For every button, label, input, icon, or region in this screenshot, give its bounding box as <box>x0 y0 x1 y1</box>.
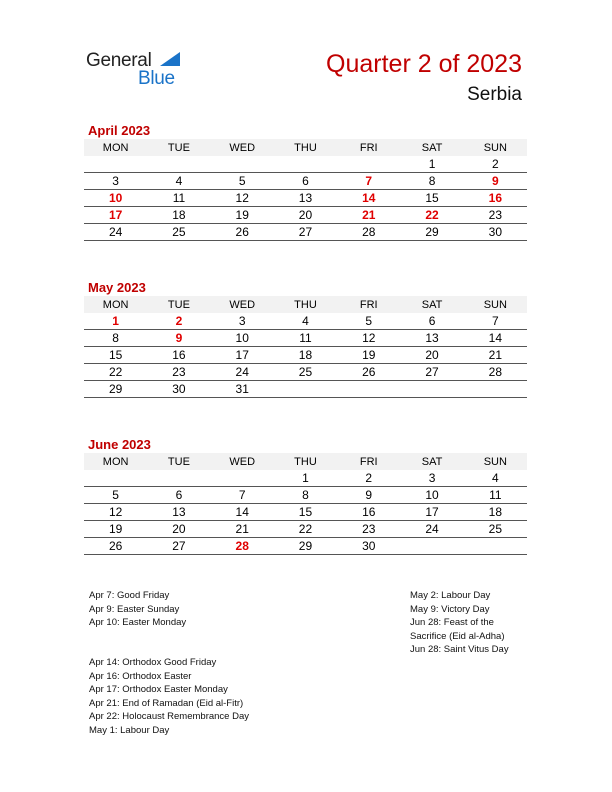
week-row <box>84 381 527 398</box>
day-cell: 15 <box>274 504 337 521</box>
weekday-header: THU <box>274 453 337 470</box>
day-cell: 18 <box>464 504 527 521</box>
month-may <box>84 279 527 398</box>
day-cell: 27 <box>400 364 463 381</box>
logo-general-text: General <box>86 50 152 71</box>
day-cell <box>274 156 337 173</box>
week-row <box>84 504 527 521</box>
day-cell: 18 <box>274 347 337 364</box>
holiday-entry: Apr 9: Easter Sunday <box>89 603 180 615</box>
day-cell: 1 <box>274 470 337 487</box>
week-row <box>84 224 527 241</box>
day-cell: 21 <box>211 521 274 538</box>
day-cell: 29 <box>274 538 337 555</box>
day-cell: 21 <box>464 347 527 364</box>
day-cell: 4 <box>464 470 527 487</box>
day-cell <box>274 381 337 398</box>
weekday-header: WED <box>211 296 274 313</box>
month-title: April 2023 <box>88 123 151 138</box>
day-cell: 9 <box>337 487 400 504</box>
day-cell: 10 <box>400 487 463 504</box>
day-cell: 13 <box>147 504 210 521</box>
day-cell: 3 <box>84 173 147 190</box>
week-row <box>84 538 527 555</box>
day-cell: 13 <box>274 190 337 207</box>
day-cell: 20 <box>147 521 210 538</box>
week-row <box>84 207 527 224</box>
week-row <box>84 364 527 381</box>
week-row <box>84 173 527 190</box>
holiday-day-cell: 22 <box>400 207 463 224</box>
day-cell: 23 <box>464 207 527 224</box>
weekday-header: WED <box>211 453 274 470</box>
holiday-day-cell: 17 <box>84 207 147 224</box>
day-cell <box>337 381 400 398</box>
holiday-entry: Apr 7: Good Friday <box>89 590 170 601</box>
day-cell: 19 <box>84 521 147 538</box>
day-cell: 25 <box>147 224 210 241</box>
month-april <box>84 122 527 241</box>
weekday-header: SAT <box>400 139 463 156</box>
weekday-header: WED <box>211 139 274 156</box>
weekday-header: FRI <box>337 139 400 156</box>
day-cell: 18 <box>147 207 210 224</box>
day-cell <box>337 156 400 173</box>
day-cell: 13 <box>400 330 463 347</box>
holiday-day-cell: 9 <box>464 173 527 190</box>
day-cell: 23 <box>147 364 210 381</box>
calendar-table <box>84 296 527 398</box>
day-cell: 17 <box>400 504 463 521</box>
holiday-list-left-1 <box>89 589 186 630</box>
week-row <box>84 487 527 504</box>
day-cell: 24 <box>211 364 274 381</box>
weekday-header: MON <box>84 453 147 470</box>
weekday-header: MON <box>84 139 147 156</box>
day-cell <box>464 381 527 398</box>
holiday-entry: May 2: Labour Day <box>410 590 491 601</box>
logo-triangle-icon <box>160 52 180 66</box>
day-cell: 28 <box>464 364 527 381</box>
day-cell: 19 <box>211 207 274 224</box>
day-cell: 5 <box>84 487 147 504</box>
holiday-day-cell: 28 <box>211 538 274 555</box>
day-cell: 15 <box>400 190 463 207</box>
day-cell: 6 <box>274 173 337 190</box>
day-cell: 6 <box>147 487 210 504</box>
weekday-header: SUN <box>464 453 527 470</box>
day-cell: 14 <box>211 504 274 521</box>
holiday-day-cell: 2 <box>147 313 210 330</box>
day-cell: 27 <box>147 538 210 555</box>
day-cell: 22 <box>274 521 337 538</box>
day-cell: 6 <box>400 313 463 330</box>
day-cell: 4 <box>147 173 210 190</box>
week-row <box>84 190 527 207</box>
holiday-entry: Apr 10: Easter Monday <box>89 617 187 628</box>
day-cell: 19 <box>337 347 400 364</box>
holiday-day-cell: 21 <box>337 207 400 224</box>
day-cell: 12 <box>337 330 400 347</box>
week-row <box>84 470 527 487</box>
day-cell: 29 <box>400 224 463 241</box>
holiday-day-cell: 10 <box>84 190 147 207</box>
weekday-header-row <box>84 453 527 470</box>
holiday-entry: Apr 22: Holocaust Remembrance Day <box>89 711 249 722</box>
weekday-header-row <box>84 296 527 313</box>
day-cell <box>211 156 274 173</box>
day-cell: 12 <box>84 504 147 521</box>
day-cell: 20 <box>274 207 337 224</box>
holiday-list-right <box>410 589 509 657</box>
day-cell: 26 <box>84 538 147 555</box>
day-cell: 8 <box>274 487 337 504</box>
day-cell: 31 <box>211 381 274 398</box>
day-cell: 22 <box>84 364 147 381</box>
day-cell: 3 <box>400 470 463 487</box>
logo-blue-text: Blue <box>138 68 175 89</box>
day-cell <box>84 470 147 487</box>
day-cell: 29 <box>84 381 147 398</box>
weekday-header: THU <box>274 139 337 156</box>
month-title: June 2023 <box>88 437 151 452</box>
weekday-header: TUE <box>147 453 210 470</box>
holiday-entry: May 1: Labour Day <box>89 724 170 736</box>
weekday-header: THU <box>274 296 337 313</box>
holiday-entry: Jun 28: Saint Vitus Day <box>410 644 509 655</box>
day-cell: 4 <box>274 313 337 330</box>
weekday-header: MON <box>84 296 147 313</box>
weekday-header: FRI <box>337 453 400 470</box>
weekday-header: FRI <box>337 296 400 313</box>
holiday-day-cell: 9 <box>147 330 210 347</box>
day-cell: 8 <box>84 330 147 347</box>
holiday-day-cell: 16 <box>464 190 527 207</box>
day-cell: 30 <box>337 538 400 555</box>
weekday-header: SUN <box>464 139 527 156</box>
holiday-day-cell: 1 <box>84 313 147 330</box>
day-cell <box>147 156 210 173</box>
day-cell: 24 <box>400 521 463 538</box>
day-cell: 27 <box>274 224 337 241</box>
day-cell: 26 <box>337 364 400 381</box>
day-cell <box>211 470 274 487</box>
month-title: May 2023 <box>88 280 146 295</box>
day-cell: 11 <box>274 330 337 347</box>
weekday-header: SAT <box>400 296 463 313</box>
day-cell: 1 <box>400 156 463 173</box>
month-june <box>84 436 527 555</box>
day-cell: 30 <box>464 224 527 241</box>
day-cell <box>464 538 527 555</box>
holiday-entry: Apr 16: Orthodox Easter <box>89 670 192 682</box>
day-cell: 25 <box>464 521 527 538</box>
calendar-table <box>84 139 527 241</box>
country-name: Serbia <box>467 84 522 105</box>
holiday-entry: May 9: Victory Day <box>410 603 490 615</box>
day-cell: 28 <box>337 224 400 241</box>
holiday-entry: Apr 21: End of Ramadan (Eid al-Fitr) <box>89 697 244 709</box>
day-cell: 16 <box>337 504 400 521</box>
day-cell: 11 <box>147 190 210 207</box>
day-cell: 25 <box>274 364 337 381</box>
day-cell: 10 <box>211 330 274 347</box>
week-row <box>84 330 527 347</box>
holiday-entry: Apr 14: Orthodox Good Friday <box>89 657 217 668</box>
day-cell: 11 <box>464 487 527 504</box>
calendar-table <box>84 453 527 555</box>
day-cell: 5 <box>337 313 400 330</box>
day-cell: 30 <box>147 381 210 398</box>
day-cell: 12 <box>211 190 274 207</box>
day-cell: 7 <box>464 313 527 330</box>
generalblue-logo <box>86 48 196 92</box>
day-cell: 16 <box>147 347 210 364</box>
day-cell: 5 <box>211 173 274 190</box>
holiday-list-left-2 <box>89 656 249 737</box>
day-cell: 7 <box>211 487 274 504</box>
holiday-entry: Sacrifice (Eid al-Adha) <box>410 630 505 642</box>
weekday-header: SAT <box>400 453 463 470</box>
day-cell: 20 <box>400 347 463 364</box>
week-row <box>84 521 527 538</box>
holiday-entry: Jun 28: Feast of the <box>410 617 494 628</box>
holiday-day-cell: 14 <box>337 190 400 207</box>
week-row <box>84 347 527 364</box>
day-cell <box>84 156 147 173</box>
day-cell: 14 <box>464 330 527 347</box>
day-cell: 15 <box>84 347 147 364</box>
day-cell: 8 <box>400 173 463 190</box>
weekday-header: SUN <box>464 296 527 313</box>
weekday-header-row <box>84 139 527 156</box>
page-title: Quarter 2 of 2023 <box>326 50 522 78</box>
day-cell <box>400 381 463 398</box>
day-cell: 2 <box>464 156 527 173</box>
day-cell: 23 <box>337 521 400 538</box>
weekday-header: TUE <box>147 139 210 156</box>
holiday-day-cell: 7 <box>337 173 400 190</box>
day-cell: 17 <box>211 347 274 364</box>
day-cell: 24 <box>84 224 147 241</box>
holiday-entry: Apr 17: Orthodox Easter Monday <box>89 684 228 695</box>
day-cell <box>147 470 210 487</box>
weekday-header: TUE <box>147 296 210 313</box>
day-cell: 3 <box>211 313 274 330</box>
day-cell <box>400 538 463 555</box>
day-cell: 2 <box>337 470 400 487</box>
week-row <box>84 313 527 330</box>
week-row <box>84 156 527 173</box>
day-cell: 26 <box>211 224 274 241</box>
